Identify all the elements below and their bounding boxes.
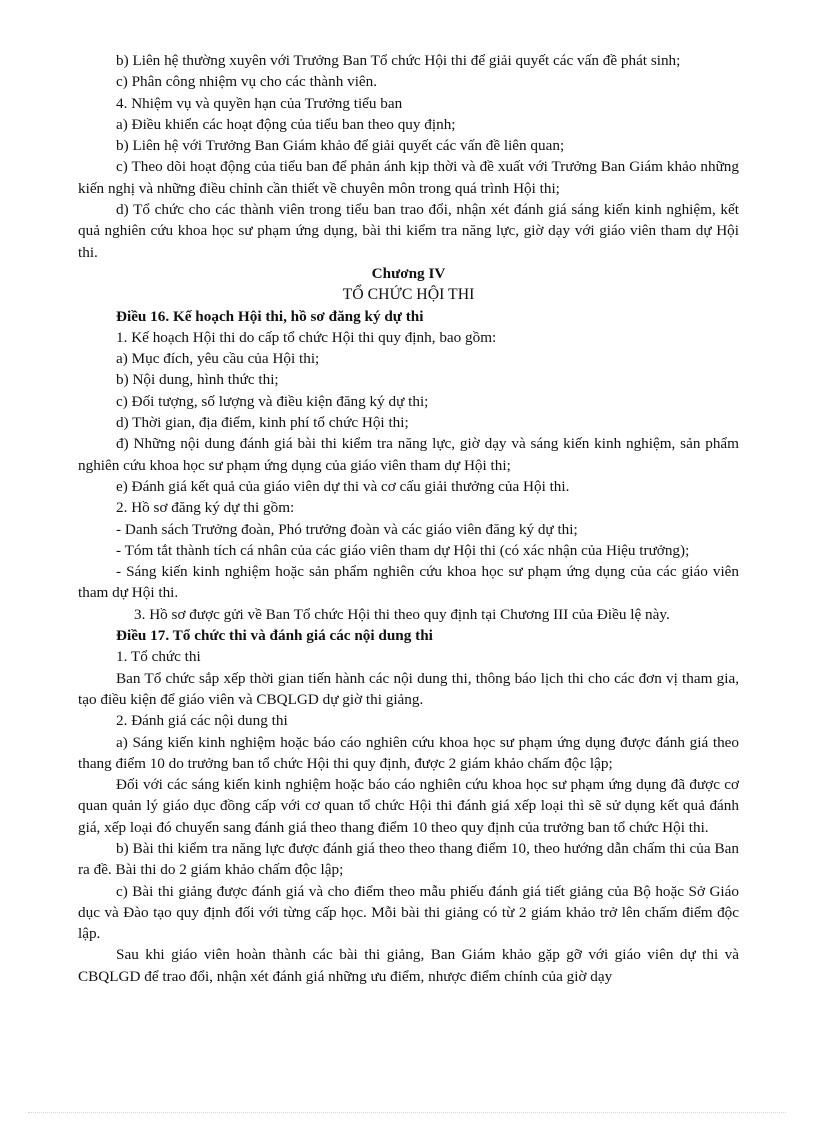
- paragraph: Đối với các sáng kiến kinh nghiệm hoặc báo cáo nghiên cứu khoa học sư phạm ứng dụng đã được cơ quan quản lý giáo dục đồng cấp với cơ quan tổ chức Hội thi đánh giá xếp loại thì sẽ sử dụng kết quả đánh giá, xếp loại đó chuyển sang đánh giá theo thang điểm 10 theo quy định của trưởng ban tổ chức Hội thi.: [78, 776, 739, 836]
- page-bottom-divider: [28, 1112, 786, 1113]
- paragraph: d) Thời gian, địa điểm, kinh phí tổ chức Hội thi;: [116, 414, 409, 432]
- paragraph: c) Bài thi giảng được đánh giá và cho điểm theo mẫu phiếu đánh giá tiết giảng của Bộ hoặc Sở Giáo dục và Đào tạo quy định đối với từng cấp học. Mỗi bài thi giảng có từ 2 giám khảo trở lên chấm điểm độc lập.: [78, 882, 739, 943]
- paragraph: 2. Đánh giá các nội dung thi: [116, 712, 288, 730]
- paragraph: - Sáng kiến kinh nghiệm hoặc sản phẩm nghiên cứu khoa học sư phạm ứng dụng của các giáo viên tham dự Hội thi.: [78, 563, 739, 602]
- paragraph: b) Nội dung, hình thức thi;: [116, 371, 279, 389]
- paragraph: - Tóm tắt thành tích cá nhân của các giáo viên tham dự Hội thi (có xác nhận của Hiệu trưởng);: [116, 541, 690, 559]
- paragraph: a) Điều khiển các hoạt động của tiểu ban theo quy định;: [116, 115, 456, 133]
- paragraph: 4. Nhiệm vụ và quyền hạn của Trưởng tiểu ban: [116, 94, 403, 112]
- article-heading: Điều 17. Tổ chức thi và đánh giá các nội dung thi: [116, 627, 433, 645]
- chapter-number: Chương IV: [371, 264, 446, 282]
- paragraph: b) Liên hệ thường xuyên với Trưởng Ban Tổ chức Hội thi để giải quyết các vấn đề phát sinh;: [116, 52, 681, 69]
- paragraph: b) Liên hệ với Trưởng Ban Giám khảo để giải quyết các vấn đề liên quan;: [116, 137, 565, 155]
- article-16: [78, 306, 739, 625]
- paragraph: a) Sáng kiến kinh nghiệm hoặc báo cáo nghiên cứu khoa học sư phạm ứng dụng được đánh giá theo thang điểm 10 do trưởng ban tổ chức Hội thi quy định, được 2 giám khảo chấm độc lập;: [78, 733, 739, 772]
- paragraph: c) Theo dõi hoạt động của tiểu ban để phản ánh kịp thời và đề xuất với Trưởng Ban Giám khảo những kiến nghị và những điều chỉnh cần thiết về chuyên môn trong quá trình Hội thi;: [78, 158, 739, 197]
- article-17: [78, 625, 739, 987]
- paragraph: d) Tổ chức cho các thành viên trong tiểu ban trao đổi, nhận xét đánh giá sáng kiến kinh nghiệm, kết quả nghiên cứu khoa học sư phạm ứng dụng, bài thi kiểm tra năng lực, giờ dạy với giáo viên tham dự Hội thi.: [78, 201, 739, 261]
- paragraph: b) Bài thi kiểm tra năng lực được đánh giá theo theo thang điểm 10, theo hướng dẫn chấm thi của Ban ra đề. Bài thi do 2 giám khảo chấm độc lập;: [78, 839, 739, 879]
- paragraph: 2. Hồ sơ đăng ký dự thi gồm:: [116, 499, 295, 517]
- article-heading: Điều 16. Kế hoạch Hội thi, hồ sơ đăng ký dự thi: [116, 307, 424, 325]
- paragraph: a) Mục đích, yêu cầu của Hội thi;: [116, 350, 320, 368]
- paragraph: c) Phân công nhiệm vụ cho các thành viên.: [116, 73, 378, 91]
- paragraph: 1. Kế hoạch Hội thi do cấp tổ chức Hội thi quy định, bao gồm:: [116, 328, 497, 346]
- paragraph: Ban Tổ chức sắp xếp thời gian tiến hành các nội dung thi, thông báo lịch thi cho các đơn vị tham gia, tạo điều kiện để giáo viên và CBQLGD dự giờ thi giảng.: [78, 669, 739, 708]
- section-iii-tail: [78, 50, 739, 263]
- document-page: [78, 50, 739, 987]
- paragraph: c) Đối tượng, số lượng và điều kiện đăng ký dự thi;: [116, 392, 429, 410]
- paragraph: đ) Những nội dung đánh giá bài thi kiểm tra năng lực, giờ dạy và sáng kiến kinh nghiệm, sản phẩm nghiên cứu khoa học sư phạm ứng dụng của giáo viên tham dự Hội thi;: [78, 435, 739, 474]
- paragraph: 1. Tổ chức thi: [116, 648, 201, 666]
- paragraph: - Danh sách Trưởng đoàn, Phó trưởng đoàn và các giáo viên đăng ký dự thi;: [116, 520, 578, 538]
- chapter-title: TỔ CHỨC HỘI THI: [342, 286, 475, 304]
- paragraph: e) Đánh giá kết quả của giáo viên dự thi và cơ cấu giải thưởng của Hội thi.: [116, 477, 570, 495]
- paragraph: 3. Hồ sơ được gửi về Ban Tổ chức Hội thi theo quy định tại Chương III của Điều lệ này.: [134, 605, 670, 623]
- paragraph: Sau khi giáo viên hoàn thành các bài thi giảng, Ban Giám khảo gặp gỡ với giáo viên dự thi và CBQLGD để trao đổi, nhận xét đánh giá những ưu điểm, nhược điểm chính của giờ dạy: [78, 946, 739, 985]
